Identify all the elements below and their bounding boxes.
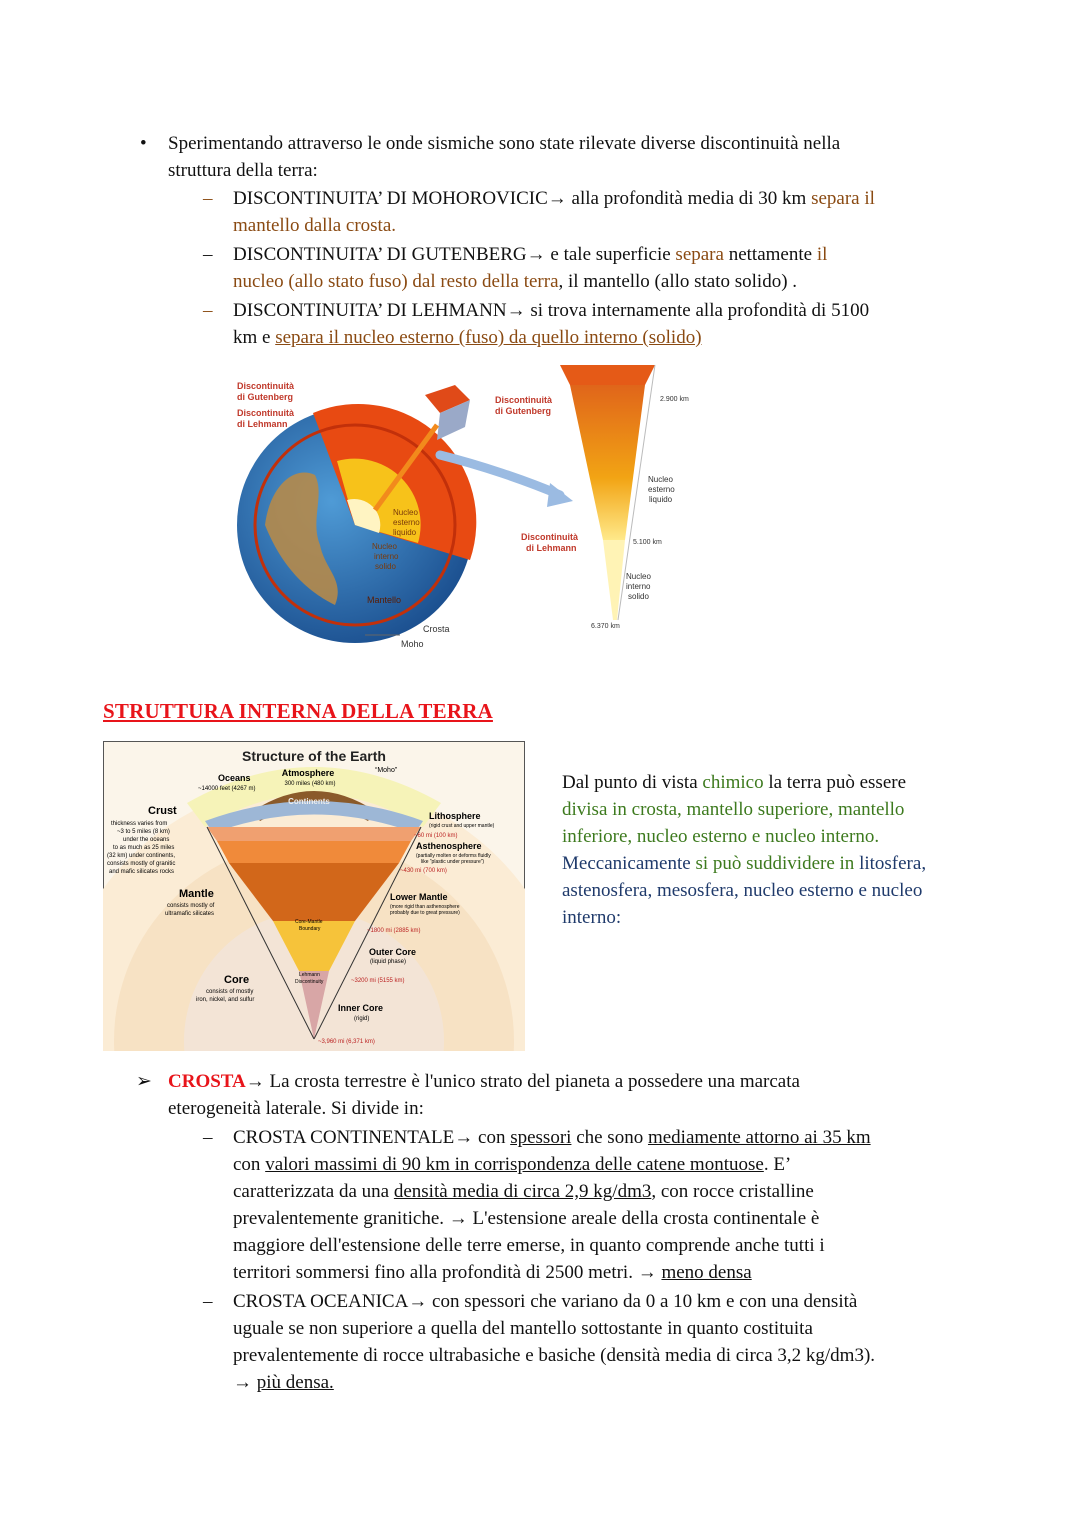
label-lehmann-right-1: Discontinuità [521,532,579,542]
fig2-title: Structure of the Earth [242,748,386,764]
lithosphere [207,827,421,841]
fig2-mantle-sub-1: consists mostly of [167,903,215,909]
fig2-outer-core: Outer Core [369,947,417,957]
intro-line-2: struttura della terra: [168,160,318,181]
fig2-km-60: ~60 mi (100 km) [414,833,458,839]
intro-line-1: Sperimentando attraverso le onde sismiche sono state rilevate diverse discontinuità nella [168,133,841,154]
side-line-2: divisa in crosta, mantello superiore, mantello [562,799,905,820]
dash-1: – [203,188,213,209]
fig2-core-mantle-2: Boundary [299,926,321,932]
fig2-lower-mantle: Lower Mantle [390,892,448,902]
label-nucleo-interno: Nucleo [372,542,397,551]
fig2-outer-core-sub: (liquid phase) [370,959,407,965]
side-line-4: Meccanicamente si può suddividere in litosfera, [562,853,927,874]
fig2-crust-sub-7: and mafic silicates rocks [109,869,175,875]
label-nucleo-esterno-r3: liquido [649,495,673,504]
label-gutenberg-right-2: di Gutenberg [495,406,551,416]
fig2-core-sub-1: consists of mostly [206,989,254,995]
dash-3: – [203,300,213,321]
crosta-arrow-bullet: ➢ [136,1071,152,1092]
cont-line-6: territori sommersi fino alla profondità di 2500 metri. → meno densa [233,1262,752,1283]
label-lehmann-right-2: di Lehmann [526,543,577,553]
fig2-atmosphere: Atmosphere [281,768,335,778]
fig2-astheno-sub-2: like “plastic under pressure”) [421,859,485,865]
cont-line-5: maggiore dell'estensione delle terre emerse, in quanto comprende anche tutti i [233,1235,825,1256]
lehmann-line-2: km e separa il nucleo esterno (fuso) da quello interno (solido) [233,327,702,348]
fig2-km-3200: ~3200 mi (5155 km) [351,978,405,984]
fig2-crust-sub-5: (32 km) under continents, [107,853,176,859]
label-km-5100: 5.100 km [633,539,662,546]
fig2-crust: Crust [148,805,177,817]
cont-line-1: CROSTA CONTINENTALE→ con spessori che sono mediamente attorno ai 35 km [233,1127,871,1148]
fig2-lehmann-2: Discontinuity [295,979,324,985]
fig2-crust-sub-3: under the oceans [123,837,170,843]
crosta-line-2: eterogeneità laterale. Si divide in: [168,1098,424,1119]
structure-of-earth-figure [103,741,525,1051]
fig2-km-430: ~430 mi (700 km) [400,868,447,874]
fig2-astheno-sub-1: (partially molten or deforms fluidly [416,853,491,859]
label-nucleo-interno-r2: interno [626,582,651,591]
fig2-mantle: Mantle [179,888,214,900]
fig2-lithosphere: Lithosphere [429,811,481,821]
section-title: STRUTTURA INTERNA DELLA TERRA [103,699,493,723]
label-km-6370: 6.370 km [591,623,620,630]
fig2-crust-sub-4: to as much as 25 miles [113,845,175,851]
oce-line-2: uguale se non superiore a quella del mantello sottostante in quanto costituita [233,1318,813,1339]
side-paragraph [562,769,1002,931]
fig2-continents: Continents [288,797,330,806]
label-nucleo-interno-r3: solido [628,592,649,601]
fig2-km-3960: ~3,960 mi (6,371 km) [318,1039,375,1045]
fig2-crust-sub-2: ~3 to 5 miles (8 km) [117,829,170,835]
label-nucleo-esterno-r2: esterno [648,485,675,494]
fig2-asthenosphere: Asthenosphere [416,841,482,851]
dash-2: – [203,244,213,265]
arrow-head [547,483,573,507]
fig2-atmosphere-sub: 300 miles (480 km) [284,781,336,787]
side-line-3: inferiore, nucleo esterno e nucleo interno. [562,826,880,847]
fig2-oceans: Oceans [218,773,251,783]
label-crosta: Crosta [423,624,450,634]
moho-line-2: mantello dalla crosta. [233,215,397,236]
gutenberg-line-1: DISCONTINUITA’ DI GUTENBERG→ e tale superficie separa nettamente il [233,244,828,265]
fig2-inner-core-sub: (rigid) [354,1016,370,1022]
dash-cont: – [203,1127,213,1148]
label-nucleo-interno-2: interno [374,552,399,561]
fig2-moho: “Moho” [375,767,398,774]
fig2-lower-sub-1: (more rigid than asthenosphere [390,904,460,910]
gutenberg-line-2: nucleo (allo stato fuso) dal resto della terra, il mantello (allo stato solido) . [233,271,798,292]
fig2-inner-core: Inner Core [338,1003,384,1013]
label-lehmann-left-2: di Lehmann [237,419,288,429]
asthenosphere [217,841,411,863]
wedge-mantle [570,385,645,540]
cont-line-3: caratterizzata da una densità media di circa 2,9 kg/dm3, con rocce cristalline [233,1181,814,1202]
crosta-line-1: CROSTA→ La crosta terrestre è l'unico strato del pianeta a possedere una marcata [168,1071,800,1092]
label-nucleo-esterno-r: Nucleo [648,475,673,484]
label-gutenberg-right-1: Discontinuità [495,395,553,405]
fig2-lower-sub-2: probably due to great pressure) [390,910,460,916]
wedge-inner [603,540,625,620]
label-mantello: Mantello [367,595,402,605]
fig2-km-1800: ~1800 mi (2885 km) [367,928,421,934]
oce-line-4: → più densa. [233,1372,334,1393]
label-lehmann-left-1: Discontinuità [237,408,295,418]
fig2-lehmann-1: Lehmann [299,972,320,978]
label-moho: Moho [401,639,424,649]
side-line-5: astenosfera, mesosfera, nucleo esterno e nucleo [562,880,923,901]
fig2-core: Core [224,974,250,986]
label-nucleo-interno-r: Nucleo [626,572,651,581]
dash-oce: – [203,1291,213,1312]
fig2-oceans-sub: ~14000 feet (4267 m) [198,786,256,792]
fig2-lithosphere-sub: (rigid crust and upper mantle) [429,823,495,829]
label-gutenberg-left-1: Discontinuità [237,381,295,391]
label-nucleo-esterno-2: esterno [393,518,420,527]
bullet-dot: • [140,133,147,154]
label-nucleo-interno-3: solido [375,562,396,571]
side-line-6: interno: [562,907,622,928]
fig2-mantle-sub-2: ultramafic silicates [165,911,215,917]
earth-discontinuity-figure [225,355,705,655]
oce-line-3: prevalentemente di rocce ultrabasiche e basiche (densità media di circa 3,2 kg/dm3). [233,1345,876,1366]
cont-line-2: con valori massimi di 90 km in corrispondenza delle catene montuose. E’ [233,1154,792,1175]
oce-line-1: CROSTA OCEANICA→ con spessori che variano da 0 a 10 km e con una densità [233,1291,858,1312]
fig2-crust-sub-6: consists mostly of granitic [107,861,176,867]
moho-line-1: DISCONTINUITA’ DI MOHOROVICIC→ alla profondità media di 30 km separa il [233,188,875,209]
fig2-core-mantle-1: Core-Mantle [295,919,323,925]
label-nucleo-esterno: Nucleo [393,508,418,517]
side-line-1: Dal punto di vista chimico la terra può essere [562,772,907,793]
lehmann-line-1: DISCONTINUITA’ DI LEHMANN→ si trova internamente alla profondità di 5100 [233,300,870,321]
label-gutenberg-left-2: di Gutenberg [237,392,293,402]
label-nucleo-esterno-3: liquido [393,528,417,537]
label-km-2900: 2.900 km [660,396,689,403]
wedge-top [560,365,655,385]
fig2-core-sub-2: iron, nickel, and sulfur [196,997,255,1003]
cont-line-4: prevalentemente granitiche. → L'estensione areale della crosta continentale è [233,1208,820,1229]
fig2-crust-sub-1: thickness varies from [111,821,168,827]
